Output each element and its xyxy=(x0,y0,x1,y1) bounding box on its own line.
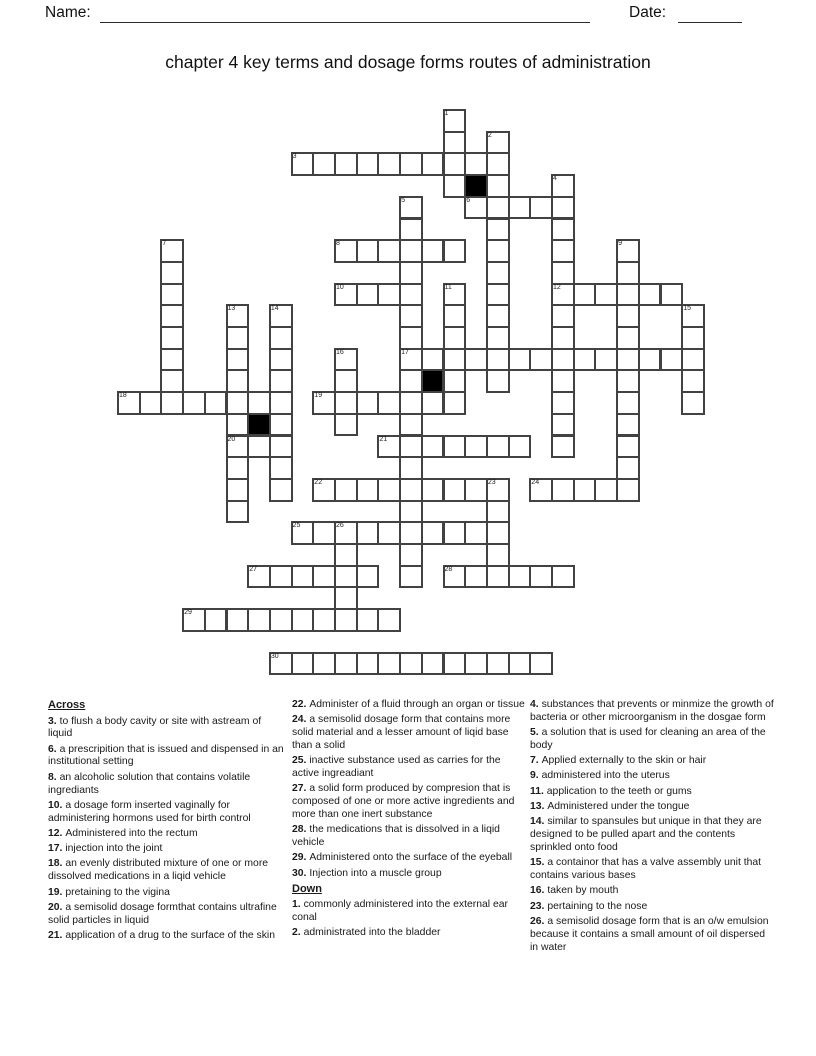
grid-cell[interactable] xyxy=(616,391,640,415)
grid-cell[interactable] xyxy=(464,521,488,545)
grid-cell[interactable] xyxy=(291,565,315,589)
grid-cell[interactable] xyxy=(226,348,250,372)
grid-cell[interactable] xyxy=(139,391,163,415)
clue-30: 30. Injection into a muscle group xyxy=(292,867,442,879)
grid-cell[interactable] xyxy=(551,261,575,285)
grid-cell[interactable] xyxy=(508,652,532,676)
grid-cell[interactable] xyxy=(356,152,380,176)
grid-cell[interactable] xyxy=(399,500,423,524)
clue-29: 29. Administered onto the surface of the eyeball xyxy=(292,852,513,864)
clue-4: 4. substances that prevents or minmize the growth of bacteria or other microorganism in the dosgae form xyxy=(530,699,774,723)
grid-cell[interactable] xyxy=(312,652,336,676)
grid-cell[interactable] xyxy=(334,413,358,437)
grid-cell[interactable] xyxy=(269,456,293,480)
grid-cell[interactable] xyxy=(399,652,423,676)
clue-1: 1. commonly administered into the external ear conal xyxy=(292,899,509,924)
grid-cell[interactable] xyxy=(356,478,380,502)
grid-cell[interactable] xyxy=(486,521,510,545)
grid-cell[interactable] xyxy=(616,283,640,307)
grid-cell[interactable] xyxy=(486,500,510,524)
grid-cell[interactable] xyxy=(399,261,423,285)
clue-2: 2. administrated into the bladder xyxy=(292,927,441,939)
grid-cell[interactable] xyxy=(356,239,380,263)
cell-number: 26 xyxy=(336,522,344,530)
grid-cell[interactable] xyxy=(356,283,380,307)
cell-number: 21 xyxy=(379,435,388,443)
grid-cell[interactable] xyxy=(616,369,640,393)
grid-cell[interactable] xyxy=(464,565,488,589)
grid-cell[interactable] xyxy=(160,391,184,415)
grid-cell[interactable] xyxy=(421,435,445,459)
grid-cell[interactable] xyxy=(421,391,445,415)
grid-cell[interactable] xyxy=(421,652,445,676)
grid-cell[interactable] xyxy=(508,196,532,220)
grid-cell[interactable] xyxy=(551,196,575,220)
grid-cell[interactable] xyxy=(399,369,423,393)
clue-3: 3. to flush a body cavity or site with astream of liquid xyxy=(48,715,262,740)
grid-cell[interactable] xyxy=(443,478,467,502)
grid-cell[interactable] xyxy=(551,478,575,502)
grid-cell[interactable] xyxy=(399,326,423,350)
grid-cell[interactable] xyxy=(638,283,662,307)
clue-15: 15. a containor that has a valve assembly unit that contains various bases xyxy=(530,857,762,882)
cell-number: 1 xyxy=(444,110,449,117)
grid-cell[interactable] xyxy=(486,152,510,176)
grid-cell[interactable] xyxy=(399,283,423,307)
grid-cell[interactable] xyxy=(399,218,423,242)
grid-cell[interactable] xyxy=(486,652,510,676)
grid-cell[interactable] xyxy=(421,152,445,176)
grid-cell[interactable] xyxy=(616,435,640,459)
grid-cell[interactable] xyxy=(399,565,423,589)
clue-25: 25. inactive substance used as carries for the active ingreadiant xyxy=(292,755,501,779)
clue-14: 14. similar to spansules but unique in that they are designed to be pulled apart and the contents sprinkled onto food xyxy=(530,816,762,853)
grid-cell[interactable] xyxy=(486,304,510,328)
grid-cell[interactable] xyxy=(399,543,423,567)
grid-cell[interactable] xyxy=(529,196,553,220)
grid-cell[interactable] xyxy=(421,239,445,263)
grid-cell[interactable] xyxy=(443,348,467,372)
grid-cell[interactable] xyxy=(443,652,467,676)
cell-number: 23 xyxy=(487,478,496,486)
grid-cell[interactable] xyxy=(573,348,597,372)
grid-cell[interactable] xyxy=(421,348,445,372)
cell-number: 7 xyxy=(162,240,167,248)
grid-cell[interactable] xyxy=(204,391,228,415)
grid-cell[interactable] xyxy=(269,435,293,459)
clue-23: 23. pertaining to the nose xyxy=(530,900,648,912)
grid-cell[interactable] xyxy=(486,369,510,393)
black-cell xyxy=(421,369,445,393)
grid-cell[interactable] xyxy=(312,608,336,632)
grid-cell[interactable] xyxy=(486,174,510,198)
grid-cell[interactable] xyxy=(551,218,575,242)
grid-cell[interactable] xyxy=(573,478,597,502)
clue-12: 12. Administered into the rectum xyxy=(48,827,198,839)
date-label: Date: xyxy=(629,4,667,21)
clue-18: 18. an evenly distributed mixture of one or more dissolved medications in a liqid vehicle xyxy=(48,858,269,883)
grid-cell[interactable] xyxy=(616,326,640,350)
across-heading: Across xyxy=(48,699,86,711)
grid-cell[interactable] xyxy=(464,652,488,676)
grid-cell[interactable] xyxy=(377,608,401,632)
cell-number: 4 xyxy=(553,175,557,183)
clue-9: 9. administered into the uterus xyxy=(530,770,670,782)
grid-cell[interactable] xyxy=(443,304,467,328)
grid-cell[interactable] xyxy=(681,326,705,350)
clue-column-2 xyxy=(292,699,529,943)
grid-cell[interactable] xyxy=(356,652,380,676)
grid-cell[interactable] xyxy=(377,152,401,176)
grid-cell[interactable] xyxy=(226,413,250,437)
grid-cell[interactable] xyxy=(486,435,510,459)
grid-cell[interactable] xyxy=(638,348,662,372)
grid-cell[interactable] xyxy=(551,239,575,263)
grid-cell[interactable] xyxy=(160,304,184,328)
grid-cell[interactable] xyxy=(486,326,510,350)
grid-cell[interactable] xyxy=(421,521,445,545)
grid-cell[interactable] xyxy=(269,413,293,437)
grid-cell[interactable] xyxy=(182,391,206,415)
grid-cell[interactable] xyxy=(334,478,358,502)
grid-cell[interactable] xyxy=(334,543,358,567)
grid-cell[interactable] xyxy=(377,652,401,676)
grid-cell[interactable] xyxy=(377,391,401,415)
grid-cell[interactable] xyxy=(464,348,488,372)
grid-cell[interactable] xyxy=(399,456,423,480)
cell-number: 25 xyxy=(292,522,301,530)
cell-number: 17 xyxy=(401,348,409,356)
grid-cell[interactable] xyxy=(399,478,423,502)
grid-cell[interactable] xyxy=(312,521,336,545)
cell-number: 30 xyxy=(270,652,279,660)
grid-cell[interactable] xyxy=(443,326,467,350)
clue-8: 8. an alcoholic solution that contains volatile ingrediants xyxy=(48,771,251,796)
grid-cell[interactable] xyxy=(247,435,271,459)
grid-cell[interactable] xyxy=(160,348,184,372)
grid-cell[interactable] xyxy=(356,608,380,632)
grid-cell[interactable] xyxy=(508,348,532,372)
grid-cell[interactable] xyxy=(269,348,293,372)
grid-cell[interactable] xyxy=(616,261,640,285)
grid-cell[interactable] xyxy=(486,283,510,307)
grid-cell[interactable] xyxy=(334,152,358,176)
grid-cell[interactable] xyxy=(226,369,250,393)
clue-5: 5. a solution that is used for cleaning an area of the body xyxy=(530,727,766,751)
grid-cell[interactable] xyxy=(247,391,271,415)
grid-cell[interactable] xyxy=(681,348,705,372)
grid-cell[interactable] xyxy=(356,391,380,415)
grid-cell[interactable] xyxy=(443,369,467,393)
grid-cell[interactable] xyxy=(443,521,467,545)
grid-cell[interactable] xyxy=(681,369,705,393)
grid-cell[interactable] xyxy=(464,478,488,502)
clues xyxy=(0,699,816,969)
grid-cell[interactable] xyxy=(226,456,250,480)
grid-cell[interactable] xyxy=(399,152,423,176)
grid-cell[interactable] xyxy=(399,391,423,415)
grid-cell[interactable] xyxy=(486,239,510,263)
clue-6: 6. a prescripition that is issued and dispensed in an institutional setting xyxy=(48,743,284,768)
grid-cell[interactable] xyxy=(334,652,358,676)
grid-cell[interactable] xyxy=(616,413,640,437)
cell-number: 3 xyxy=(292,153,297,161)
grid-cell[interactable] xyxy=(247,608,271,632)
cell-number: 12 xyxy=(553,283,561,291)
grid-cell[interactable] xyxy=(312,565,336,589)
cell-number: 6 xyxy=(466,196,471,204)
grid-cell[interactable] xyxy=(508,565,532,589)
name-label: Name: xyxy=(45,4,91,21)
grid-cell[interactable] xyxy=(594,283,618,307)
grid-cell[interactable] xyxy=(160,261,184,285)
grid-cell[interactable] xyxy=(334,586,358,610)
grid-cell[interactable] xyxy=(529,652,553,676)
cell-number: 9 xyxy=(618,240,622,248)
grid-cell[interactable] xyxy=(486,348,510,372)
down-heading: Down xyxy=(292,882,322,895)
cell-number: 29 xyxy=(184,609,192,617)
cell-number: 28 xyxy=(444,565,453,573)
grid-cell[interactable] xyxy=(269,391,293,415)
grid-cell[interactable] xyxy=(312,152,336,176)
grid-cell[interactable] xyxy=(443,391,467,415)
grid-cell[interactable] xyxy=(204,608,228,632)
grid-cell[interactable] xyxy=(377,283,401,307)
grid-cell[interactable] xyxy=(269,565,293,589)
grid-cell[interactable] xyxy=(356,521,380,545)
crossword-grid xyxy=(117,109,707,677)
grid-cell[interactable] xyxy=(573,283,597,307)
grid-cell[interactable] xyxy=(486,565,510,589)
cell-number: 15 xyxy=(683,305,691,313)
cell-number: 8 xyxy=(336,240,340,248)
grid-cell[interactable] xyxy=(551,413,575,437)
grid-cell[interactable] xyxy=(464,152,488,176)
grid-cell[interactable] xyxy=(551,435,575,459)
cell-number: 10 xyxy=(336,283,344,291)
cell-number: 11 xyxy=(444,283,452,291)
grid-cell[interactable] xyxy=(269,369,293,393)
clue-24: 24. a semisolid dosage form that contains more solid material and a lesser amount of liqid base than a solid xyxy=(292,714,511,751)
grid-cell[interactable] xyxy=(421,478,445,502)
grid-cell[interactable] xyxy=(226,608,250,632)
name-input-line xyxy=(100,0,590,23)
clue-26: 26. a semisolid dosage form that is an o/w emulsion because it contains a small amount of oil dispersed in water xyxy=(530,915,769,953)
grid-cell[interactable] xyxy=(551,348,575,372)
cell-number: 24 xyxy=(531,478,540,486)
grid-cell[interactable] xyxy=(594,348,618,372)
grid-cell[interactable] xyxy=(551,565,575,589)
clue-7: 7. Applied externally to the skin or hair xyxy=(530,755,707,767)
grid-cell[interactable] xyxy=(443,435,467,459)
clue-column-3 xyxy=(530,699,776,957)
cell-number: 5 xyxy=(401,196,405,204)
clue-10: 10. a dosage form inserted vaginally for administering hormons used for birth control xyxy=(48,799,251,824)
cell-number: 13 xyxy=(227,305,236,313)
grid-cell[interactable] xyxy=(529,565,553,589)
grid-cell[interactable] xyxy=(443,239,467,263)
clue-27: 27. a solid form produced by compresion that is composed of one or more active ingredients and more than one inert substance xyxy=(292,783,515,820)
grid-cell[interactable] xyxy=(226,391,250,415)
grid-cell[interactable] xyxy=(269,478,293,502)
grid-cell[interactable] xyxy=(160,283,184,307)
grid-cell[interactable] xyxy=(226,326,250,350)
grid-cell[interactable] xyxy=(377,521,401,545)
clue-column-1 xyxy=(48,699,286,945)
grid-cell[interactable] xyxy=(160,326,184,350)
grid-cell[interactable] xyxy=(377,478,401,502)
grid-cell[interactable] xyxy=(269,608,293,632)
cell-number: 14 xyxy=(270,305,279,313)
grid-cell[interactable] xyxy=(269,326,293,350)
grid-cell[interactable] xyxy=(443,131,467,155)
grid-cell[interactable] xyxy=(356,565,380,589)
grid-cell[interactable] xyxy=(616,348,640,372)
grid-cell[interactable] xyxy=(660,348,684,372)
grid-cell[interactable] xyxy=(334,608,358,632)
grid-cell[interactable] xyxy=(226,478,250,502)
date-input-line xyxy=(678,0,742,23)
grid-cell[interactable] xyxy=(551,391,575,415)
grid-cell[interactable] xyxy=(334,565,358,589)
grid-cell[interactable] xyxy=(226,500,250,524)
clue-28: 28. the medications that is dissolved in a liqid vehicle xyxy=(292,824,500,848)
grid-cell[interactable] xyxy=(486,196,510,220)
grid-cell[interactable] xyxy=(443,174,467,198)
black-cell xyxy=(464,174,488,198)
grid-cell[interactable] xyxy=(399,521,423,545)
black-cell xyxy=(247,413,271,437)
clue-20: 20. a semisolid dosage formthat contains ultrafine solid particles in liquid xyxy=(48,901,277,926)
cell-number: 2 xyxy=(487,131,492,139)
cell-number: 16 xyxy=(336,348,344,356)
grid-cell[interactable] xyxy=(616,478,640,502)
grid-cell[interactable] xyxy=(529,348,553,372)
clue-13: 13. Administered under the tongue xyxy=(530,801,690,813)
cell-number: 20 xyxy=(227,435,236,443)
clue-11: 11. application to the teeth or gums xyxy=(530,785,692,797)
grid-cell[interactable] xyxy=(508,435,532,459)
clue-16: 16. taken by mouth xyxy=(530,885,619,897)
grid-cell[interactable] xyxy=(399,435,423,459)
grid-cell[interactable] xyxy=(399,304,423,328)
clue-17: 17. injection into the joint xyxy=(48,843,163,855)
grid-cell[interactable] xyxy=(551,369,575,393)
grid-cell[interactable] xyxy=(486,261,510,285)
grid-cell[interactable] xyxy=(551,304,575,328)
grid-cell[interactable] xyxy=(291,608,315,632)
grid-cell[interactable] xyxy=(291,652,315,676)
grid-cell[interactable] xyxy=(334,369,358,393)
grid-cell[interactable] xyxy=(594,478,618,502)
clue-19: 19. pretaining to the vigina xyxy=(48,886,170,898)
clue-21: 21. application of a drug to the surface of the skin xyxy=(48,929,276,941)
grid-cell[interactable] xyxy=(616,304,640,328)
grid-cell[interactable] xyxy=(334,391,358,415)
grid-cell[interactable] xyxy=(399,413,423,437)
page-title: chapter 4 key terms and dosage forms routes of administration xyxy=(165,52,651,72)
cell-number: 18 xyxy=(119,392,127,400)
grid-cell[interactable] xyxy=(486,218,510,242)
grid-cell[interactable] xyxy=(464,435,488,459)
grid-cell[interactable] xyxy=(160,369,184,393)
grid-cell[interactable] xyxy=(551,326,575,350)
grid-cell[interactable] xyxy=(399,239,423,263)
grid-cell[interactable] xyxy=(377,239,401,263)
grid-cell[interactable] xyxy=(486,543,510,567)
cell-number: 22 xyxy=(314,478,323,486)
cell-number: 19 xyxy=(314,392,323,400)
clue-22: 22. Administer of a fluid through an organ or tissue xyxy=(292,699,525,710)
grid-cell[interactable] xyxy=(443,152,467,176)
grid-cell[interactable] xyxy=(660,283,684,307)
grid-cell[interactable] xyxy=(616,456,640,480)
grid-cell[interactable] xyxy=(681,391,705,415)
cell-number: 27 xyxy=(249,565,257,573)
